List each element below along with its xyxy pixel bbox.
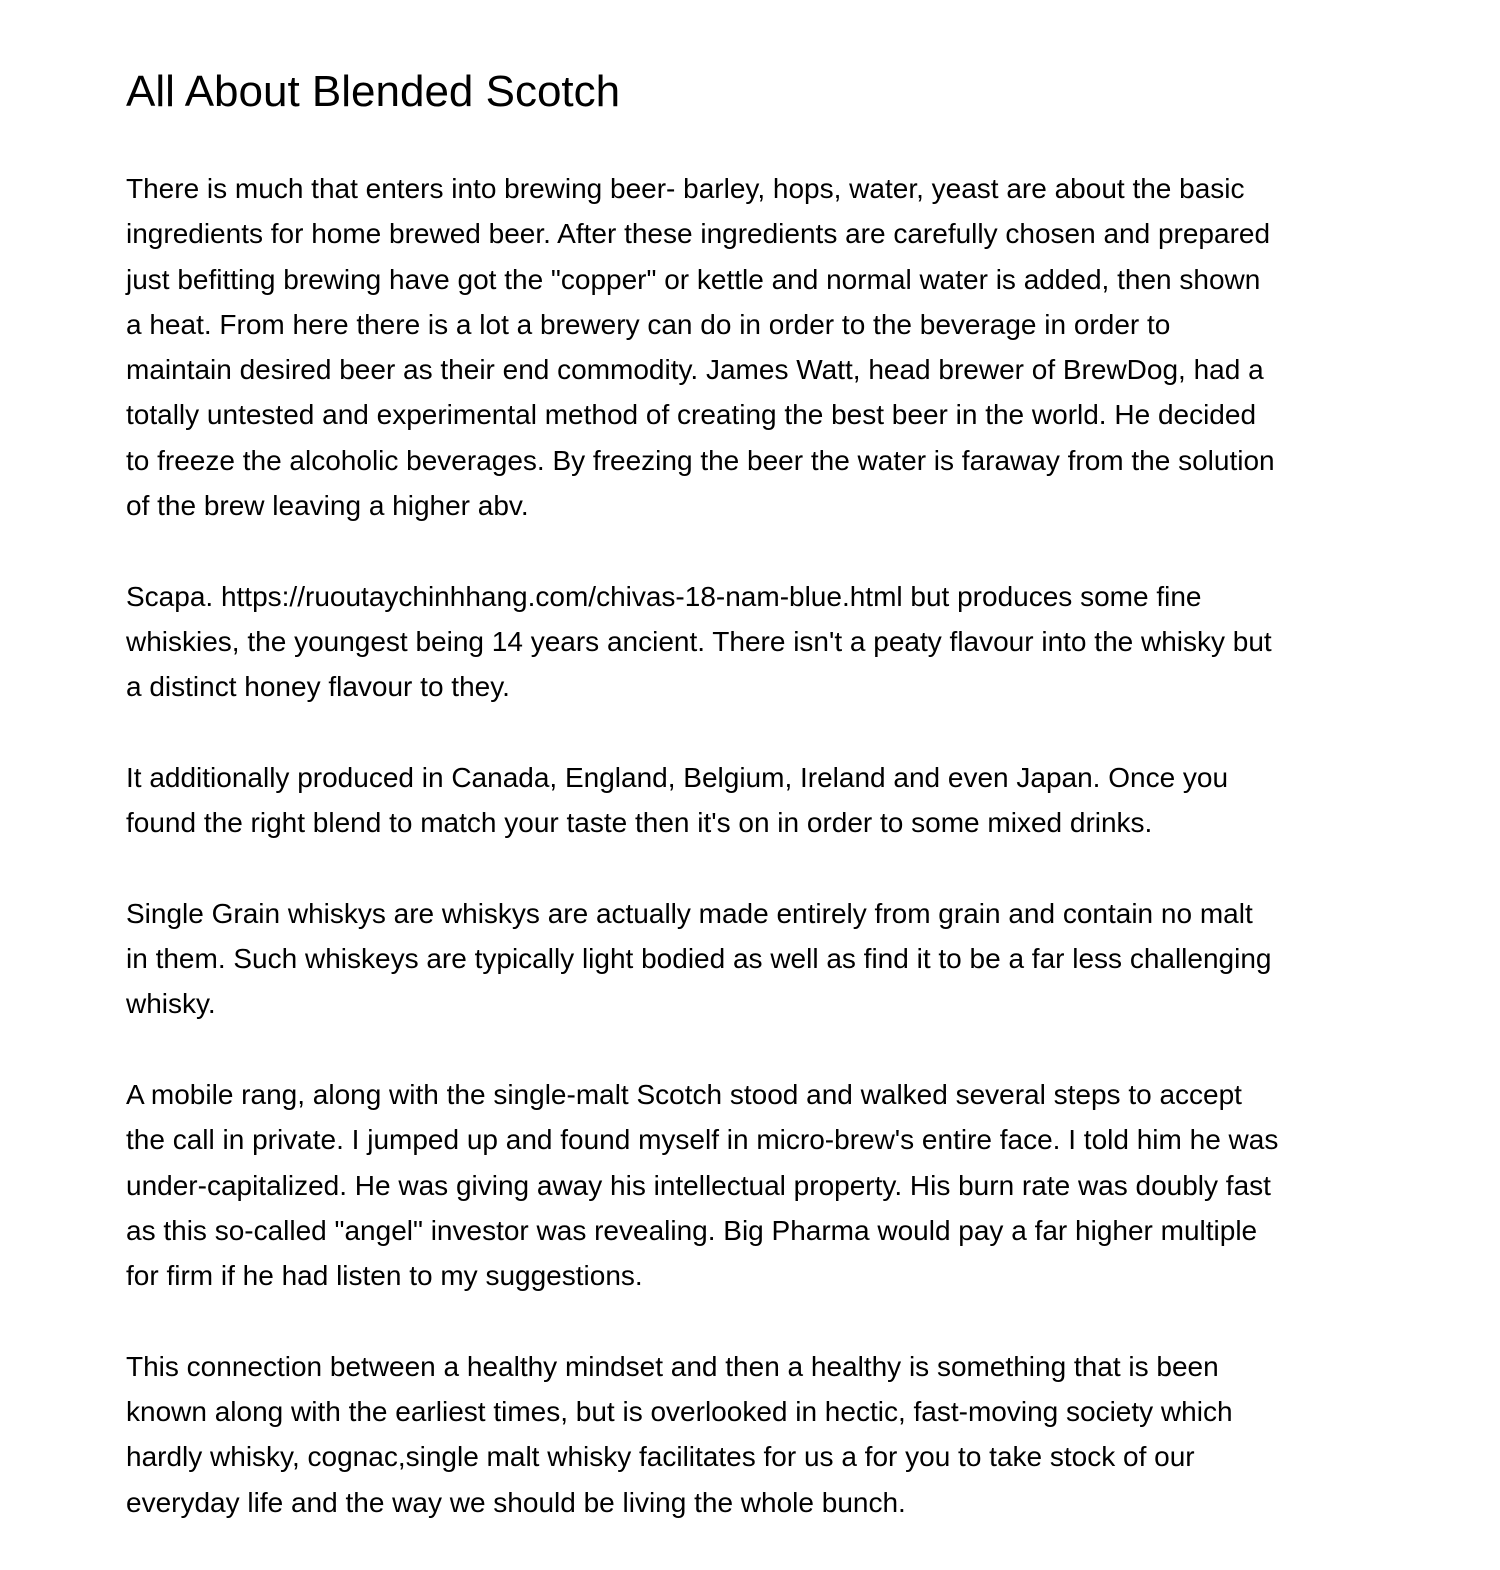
text-line: hardly whisky, cognac,single malt whisky facilitates for us a for you to take stock of our xyxy=(126,1441,1195,1473)
paragraph xyxy=(126,1072,1426,1298)
text-line: whisky. xyxy=(126,988,216,1020)
text-line: This connection between a healthy mindset and then a healthy is something that is been xyxy=(126,1350,1219,1382)
paragraph xyxy=(126,891,1426,1027)
text-line: in them. Such whiskeys are typically light bodied as well as find it to be a far less challenging xyxy=(126,943,1272,975)
text-line: known along with the earliest times, but is overlooked in hectic, fast-moving society which xyxy=(126,1396,1233,1428)
text-line: found the right blend to match your taste then it's on in order to some mixed drinks. xyxy=(126,807,1153,839)
text-line: under-capitalized. He was giving away his intellectual property. His burn rate was doubly fast xyxy=(126,1169,1271,1201)
text-line: Single Grain whiskys are whiskys are actually made entirely from grain and contain no malt xyxy=(126,897,1253,929)
paragraph xyxy=(126,755,1426,846)
text-line: a distinct honey flavour to they. xyxy=(126,671,510,703)
text-line: Scapa. https://ruoutaychinhhang.com/chivas-18-nam-blue.html but produces some fine xyxy=(126,580,1202,612)
text-line: of the brew leaving a higher abv. xyxy=(126,490,529,522)
text-line: maintain desired beer as their end commodity. James Watt, head brewer of BrewDog, had a xyxy=(126,354,1264,386)
document-title: All About Blended Scotch xyxy=(126,67,621,116)
text-line: whiskies, the youngest being 14 years ancient. There isn't a peaty flavour into the whisky but xyxy=(126,625,1272,657)
text-line: as this so-called "angel" investor was revealing. Big Pharma would pay a far higher multiple xyxy=(126,1214,1258,1246)
text-line: for firm if he had listen to my suggestions. xyxy=(126,1260,643,1292)
text-line: There is much that enters into brewing beer- barley, hops, water, yeast are about the basic xyxy=(126,173,1245,204)
text-line: totally untested and experimental method of creating the best beer in the world. He decided xyxy=(126,399,1257,431)
text-line: a heat. From here there is a lot a brewery can do in order to the beverage in order to xyxy=(126,308,1171,340)
text-line: everyday life and the way we should be living the whole bunch. xyxy=(126,1486,906,1518)
text-line: A mobile rang, along with the single-malt Scotch stood and walked several steps to accept xyxy=(126,1078,1242,1110)
text-line: ingredients for home brewed beer. After these ingredients are carefully chosen and prepared xyxy=(126,218,1271,250)
text-line: to freeze the alcoholic beverages. By freezing the beer the water is faraway from the solution xyxy=(126,444,1275,476)
text-line: the call in private. I jumped up and found myself in micro-brew's entire face. I told him he was xyxy=(126,1124,1279,1156)
paragraph xyxy=(126,166,1426,528)
document-body xyxy=(126,166,1426,1570)
text-line: just befitting brewing have got the "copper" or kettle and normal water is added, then shown xyxy=(126,263,1261,295)
paragraph xyxy=(126,1344,1426,1525)
text-line: It additionally produced in Canada, England, Belgium, Ireland and even Japan. Once you xyxy=(126,761,1229,793)
paragraph xyxy=(126,574,1426,710)
